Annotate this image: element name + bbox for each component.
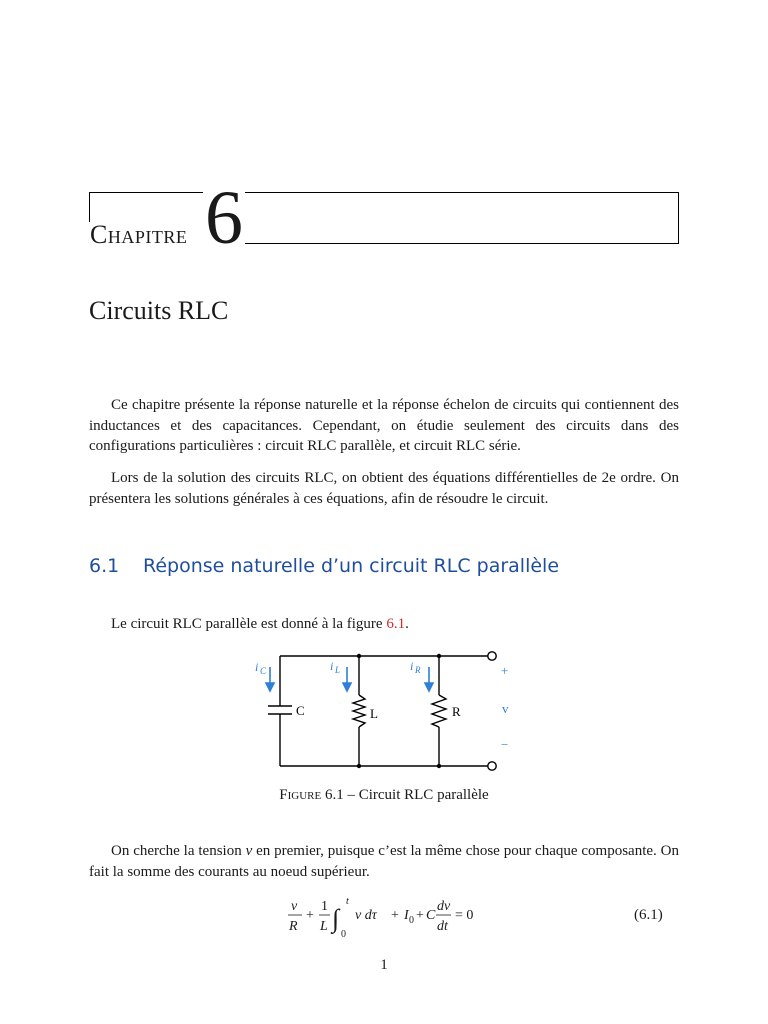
figure-reference-link[interactable]: 6.1	[386, 616, 406, 632]
eq-integrand: v dτ	[355, 908, 377, 923]
eq-plus2: +	[391, 908, 399, 923]
section-title: Réponse naturelle d’un circuit RLC parallèle	[143, 555, 560, 577]
eq-frac3-den: dt	[437, 919, 448, 934]
chapter-frame-right	[678, 192, 679, 244]
voltage-plus: +	[501, 663, 509, 678]
eq-frac1-num: v	[291, 899, 298, 914]
eq-i0-sub: 0	[409, 915, 414, 926]
equation-number: (6.1)	[634, 907, 663, 923]
intro-paragraph-2: Lors de la solution des circuits RLC, on obtient des équations différentielles de 2e ordre. On présentera les solutions générales à ces équations, afin de résoudre le circuit.	[89, 470, 679, 507]
figure-caption-label: Figure 6.1	[279, 787, 344, 803]
eq-frac2-den: L	[320, 919, 328, 934]
voltage-label: v	[502, 701, 509, 716]
body-paragraph-start: On cherche la tension	[111, 843, 246, 859]
current-label-r-sub: R	[415, 665, 421, 675]
eq-equals: = 0	[455, 908, 474, 923]
figure-caption-text: – Circuit RLC parallèle	[343, 787, 489, 803]
page-number: 1	[380, 957, 388, 973]
chapter-number: 6	[205, 176, 243, 260]
chapter-frame-top	[89, 192, 679, 193]
inductor-label: L	[370, 706, 378, 721]
section-intro-text: Le circuit RLC parallèle est donné à la figure	[111, 616, 387, 632]
current-label-c-sub: C	[260, 666, 267, 676]
eq-int-lower: 0	[341, 929, 346, 939]
section-intro	[111, 614, 409, 634]
equation-6-1	[285, 893, 505, 939]
section-heading	[89, 553, 559, 579]
chapter-frame-bottom	[243, 243, 679, 244]
current-label-c: i	[255, 660, 259, 674]
current-arrowhead-r	[425, 683, 433, 691]
eq-integral-sign: ∫	[332, 904, 340, 933]
body-paragraph	[89, 841, 679, 882]
resistor-zigzag	[432, 695, 446, 727]
node-top-inductor	[357, 654, 361, 658]
current-label-l-sub: L	[335, 665, 341, 675]
node-bottom-inductor	[357, 764, 361, 768]
current-label-l: i	[330, 659, 334, 673]
resistor-label: R	[452, 704, 461, 719]
rlc-parallel-circuit	[255, 645, 515, 775]
capacitor-label: C	[296, 703, 305, 718]
node-bottom-resistor	[437, 764, 441, 768]
current-label-r: i	[410, 659, 414, 673]
eq-frac1-den: R	[289, 919, 298, 934]
eq-plus1: +	[306, 908, 314, 923]
body-paragraph-variable: v	[245, 843, 253, 859]
intro-paragraph-1: Ce chapitre présente la réponse naturelle et la réponse échelon de circuits qui contiennent des inductances et des capacitances. Cependant, on étudie seulement des circuits dans des configurations particulières : circuit RLC parallèle, et circuit RLC série.	[89, 397, 679, 454]
eq-plus3: +	[416, 908, 424, 923]
body-paragraph-end: en premier, puisque c’est la même chose pour chaque composante. On fait la somme des courants au noeud supérieur.	[89, 843, 679, 880]
terminal-top	[488, 652, 496, 660]
chapter-label: Chapitre	[90, 220, 188, 249]
eq-frac3-num: dv	[437, 899, 451, 914]
eq-frac2-num: 1	[321, 899, 328, 914]
voltage-minus: −	[501, 737, 509, 752]
section-intro-end: .	[405, 616, 409, 632]
eq-i0: I	[404, 908, 409, 923]
terminal-bottom	[488, 762, 496, 770]
chapter-title: Circuits RLC	[89, 296, 229, 325]
current-arrowhead-c	[266, 683, 274, 691]
eq-int-upper: t	[346, 896, 349, 907]
eq-c: C	[426, 908, 436, 923]
figure-caption	[0, 785, 768, 805]
current-arrowhead-l	[343, 683, 351, 691]
node-top-resistor	[437, 654, 441, 658]
inductor-coil	[353, 695, 365, 727]
section-number: 6.1	[89, 555, 120, 577]
chapter-frame-left	[89, 192, 90, 222]
